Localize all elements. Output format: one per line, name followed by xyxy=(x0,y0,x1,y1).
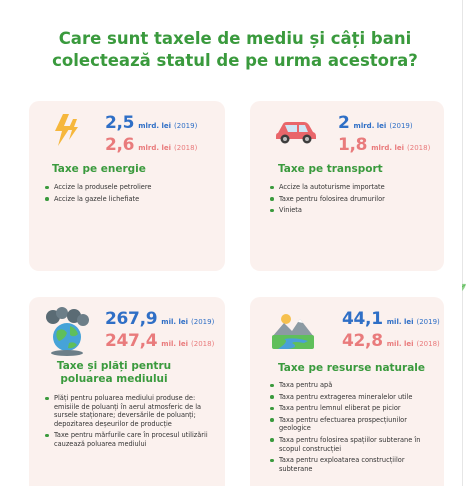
stat-value: 267,9 xyxy=(105,309,158,329)
list-item: Accize la autoturisme importate xyxy=(268,183,438,192)
item-list xyxy=(268,183,438,218)
stat-2018 xyxy=(105,331,214,351)
stat-year: (2019) xyxy=(389,122,413,130)
stat-value: 44,1 xyxy=(342,309,383,329)
card-transport-taxes xyxy=(250,101,444,271)
card-pollution-taxes xyxy=(29,297,225,486)
stat-2019 xyxy=(105,113,197,133)
item-list xyxy=(43,394,219,452)
stat-unit: mil. lei xyxy=(161,340,189,348)
list-item: Accize la produsele petroliere xyxy=(43,183,218,192)
stat-unit: mlrd. lei xyxy=(353,122,387,130)
stat-value: 247,4 xyxy=(105,331,158,351)
card-energy-taxes xyxy=(29,101,225,271)
stat-year: (2018) xyxy=(407,144,431,152)
stat-2019 xyxy=(105,309,214,329)
card-title-line-2: poluarea mediului xyxy=(60,373,168,385)
stat-year: (2018) xyxy=(174,144,198,152)
pollution-globe-icon xyxy=(43,307,91,357)
card-title: Taxe pe transport xyxy=(278,163,383,175)
stat-2018 xyxy=(105,135,197,155)
stat-value: 2,5 xyxy=(105,113,135,133)
page-edge-line xyxy=(462,0,463,486)
stat-unit: mlrd. lei xyxy=(138,144,172,152)
list-item: Taxa pentru extragerea mineralelor utile xyxy=(268,393,438,402)
stat-2018 xyxy=(338,135,430,155)
stat-unit: mil. lei xyxy=(386,340,414,348)
stat-value: 42,8 xyxy=(342,331,383,351)
stat-2018 xyxy=(342,331,440,351)
list-item: Vinieta xyxy=(268,206,438,215)
stat-year: (2019) xyxy=(174,122,198,130)
card-title-line-1: Taxe și plăți pentru xyxy=(56,360,172,372)
list-item: Taxa pentru folosirea spațiilor subterane în scopul construcției xyxy=(268,436,438,453)
car-icon xyxy=(274,119,318,145)
list-item: Taxe pentru folosirea drumurilor xyxy=(268,195,438,204)
list-item: Taxa pentru lemnul eliberat pe picior xyxy=(268,404,438,413)
item-list xyxy=(43,183,218,206)
lightning-icon xyxy=(51,113,81,147)
stat-unit: mlrd. lei xyxy=(371,144,405,152)
card-title xyxy=(54,360,174,386)
title-line-1: Care sunt taxele de mediu și câți bani xyxy=(58,29,412,48)
stat-year: (2018) xyxy=(416,340,440,348)
list-item: Taxe pentru mărfurile care în procesul utilizării cauzează poluarea mediului xyxy=(43,431,219,448)
stat-unit: mil. lei xyxy=(161,318,189,326)
list-item: Taxa pentru apă xyxy=(268,381,438,390)
list-item: Accize la gazele lichefiate xyxy=(43,195,218,204)
stat-year: (2019) xyxy=(191,318,215,326)
stat-unit: mlrd. lei xyxy=(138,122,172,130)
stat-value: 2,6 xyxy=(105,135,135,155)
item-list xyxy=(268,381,438,476)
list-item: Plăți pentru poluarea mediului produse de: emisiile de poluanți în aerul atmosferic de la sursele staționare; deversările de poluanți; depozitarea deșeurilor de producție xyxy=(43,394,219,428)
card-title: Taxe pe resurse naturale xyxy=(278,362,426,374)
card-natural-resources-taxes xyxy=(250,297,444,486)
landscape-road-icon xyxy=(270,311,316,351)
stat-value: 1,8 xyxy=(338,135,368,155)
page-title xyxy=(8,28,462,72)
stat-unit: mil. lei xyxy=(386,318,414,326)
title-line-2: colectează statul de pe urma acestora? xyxy=(52,51,418,70)
list-item: Taxa pentru efectuarea prospecțiunilor geologice xyxy=(268,416,438,433)
infographic xyxy=(8,0,462,486)
stat-2019 xyxy=(342,309,440,329)
card-title: Taxe pe energie xyxy=(52,163,146,175)
stat-year: (2019) xyxy=(416,318,440,326)
list-item: Taxa pentru exploatarea construcțiilor subterane xyxy=(268,456,438,473)
stat-2019 xyxy=(338,113,413,133)
stat-value: 2 xyxy=(338,113,350,133)
stat-year: (2018) xyxy=(191,340,215,348)
